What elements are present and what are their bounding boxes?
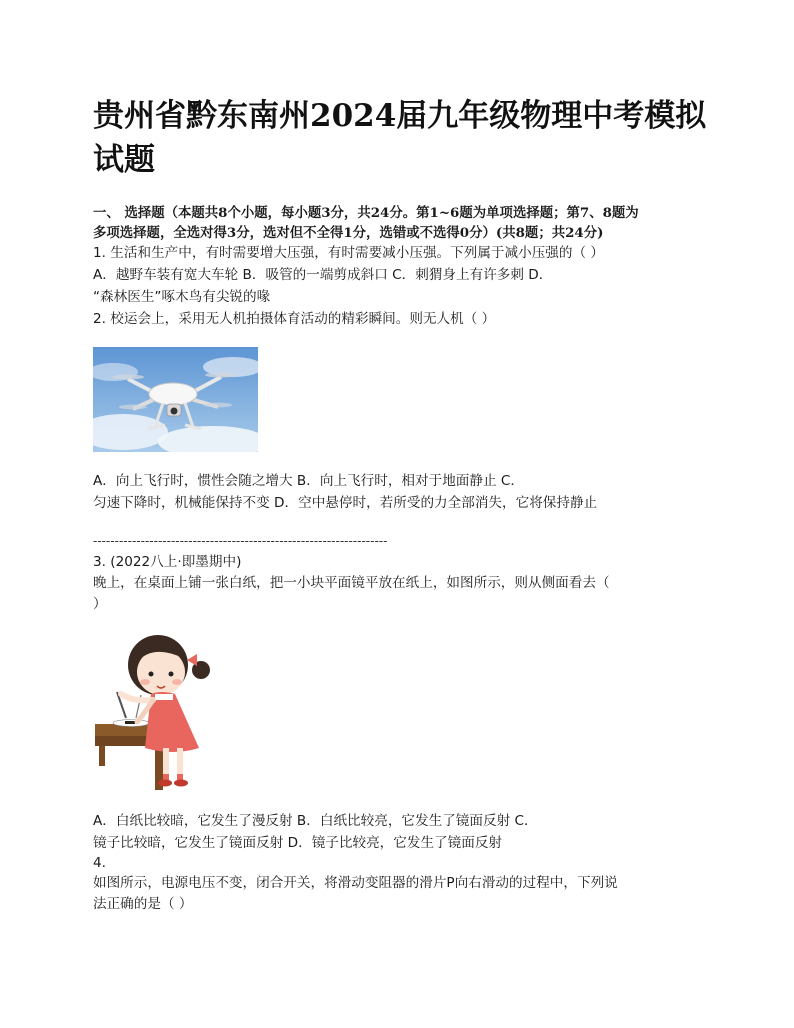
q4-number: 4. xyxy=(93,855,106,871)
page-divider: -------------------------------------------------------------------- xyxy=(93,534,388,548)
q1-options-line-2: “森林医生”啄木鸟有尖锐的喙 xyxy=(93,289,271,305)
drone-image xyxy=(93,347,258,452)
q3-source: 3. (2022八上·即墨期中) xyxy=(93,554,242,570)
girl-desk-illustration xyxy=(93,630,218,790)
section-heading-line-2: 多项选择题，全选对得3分，选对但不全得1分，选错或不选得0分）(共8题；共24分) xyxy=(93,225,604,241)
q3-stem-line-1: 晚上，在桌面上铺一张白纸，把一小块平面镜平放在纸上，如图所示，则从侧面看去（ xyxy=(93,575,610,591)
title-line-1: 贵州省黔东南州2024届九年级物理中考模拟 xyxy=(93,98,707,134)
q2-options-line-2: 匀速下降时，机械能保持不变 D．空中悬停时，若所受的力全部消失，它将保持静止 xyxy=(93,495,598,511)
q2-options-line-1: A．向上飞行时，惯性会随之增大 B．向上飞行时，相对于地面静止 C． xyxy=(93,473,524,489)
q3-options-line-2: 镜子比较暗，它发生了镜面反射 D．镜子比较亮，它发生了镜面反射 xyxy=(93,835,503,851)
q3-stem-line-2: ） xyxy=(93,596,107,612)
q2-stem: 2. 校运会上，采用无人机拍摄体育活动的精彩瞬间。则无人机（ ） xyxy=(93,311,496,327)
q4-stem-line-2: 法正确的是（ ） xyxy=(93,896,193,912)
section-heading-line-1: 一、 选择题（本题共8个小题，每小题3分，共24分。第1~6题为单项选择题；第7、8题为 xyxy=(93,205,639,221)
title-line-2: 试题 xyxy=(93,142,155,178)
q4-stem-line-1: 如图所示，电源电压不变，闭合开关，将滑动变阻器的滑片P向右滑动的过程中，下列说 xyxy=(93,875,618,891)
document-title xyxy=(93,94,713,182)
q3-options-line-1: A．白纸比较暗，它发生了漫反射 B．白纸比较亮，它发生了镜面反射 C． xyxy=(93,813,538,829)
q1-stem: 1. 生活和生产中，有时需要增大压强，有时需要减小压强。下列属于减小压强的（ ） xyxy=(93,245,604,261)
q1-options-line-1: A．越野车装有宽大车轮 B．吸管的一端剪成斜口 C．刺猬身上有许多刺 D． xyxy=(93,267,553,283)
